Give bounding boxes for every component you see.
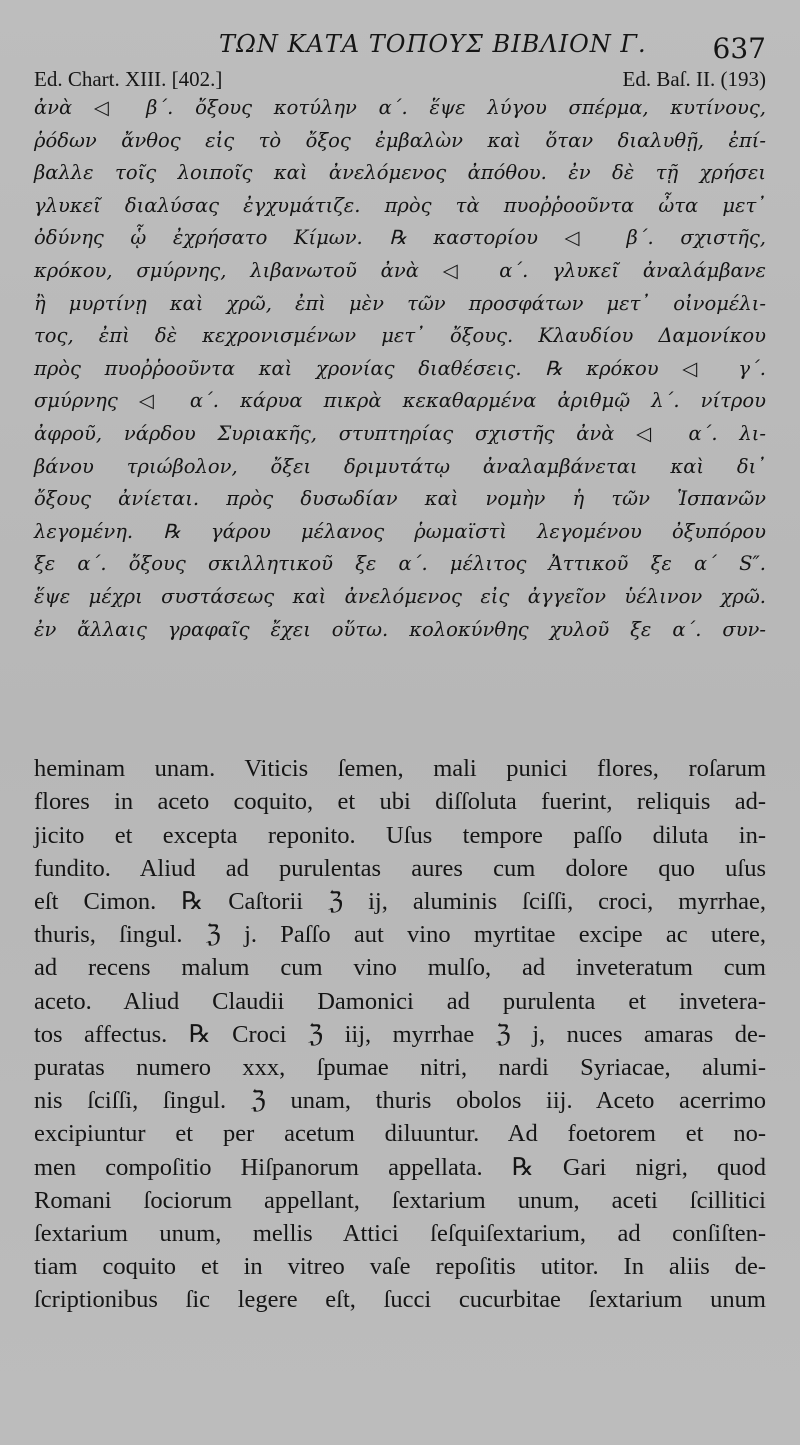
latin-line: men compoſitio Hiſpanorum appellata. ℞ Gari nigri, quod (34, 1153, 766, 1181)
latin-line: tiam coquito et in vitreo vaſe repoſitis utitor. In aliis de- (34, 1253, 766, 1281)
greek-line: ἐν ἄλλαις γραφαῖς ἔχει οὕτω. κολοκύνθης χυλοῦ ξε α΄. συν- (34, 617, 766, 641)
greek-line: ξε α΄. ὄξους σκιλλητικοῦ ξε α΄. μέλιτος Ἀττικοῦ ξε α΄ S″. (34, 552, 766, 576)
greek-line: πρὸς πυοῤῥοοῦντα καὶ χρονίας διαθέσεις. ℞ κρόκου ◁ γ΄. (34, 356, 766, 380)
greek-line: ὀδύνης ᾧ ἐχρήσατο Κίμων. ℞ καστορίου ◁ β΄. σχιστῆς, (34, 226, 766, 250)
latin-line: Romani ſociorum appellant, ſextarium unum, aceti ſcillitici (34, 1186, 766, 1214)
running-head (34, 24, 766, 64)
edition-right: Ed. Baſ. II. (193) (622, 67, 766, 91)
greek-line: ἕψε μέχρι συστάσεως καὶ ἀνελόμενος εἰς ἀγγεῖον ὑέλινον χρῶ. (34, 584, 766, 608)
latin-line: nis ſciſſi, ſingul. ℨ unam, thuris obolos iij. Aceto acerrimo (34, 1087, 766, 1115)
greek-line: σμύρνης ◁ α΄. κάρυα πικρὰ κεκαθαρμένα ἀριθμῷ λ΄. νίτρου (34, 389, 766, 413)
greek-line: κρόκου, σμύρνης, λιβανωτοῦ ἀνὰ ◁ α΄. γλυκεῖ ἀναλάμβανε (34, 258, 766, 282)
latin-line: fundito. Aliud ad purulentas aures cum dolore quo uſus (34, 854, 766, 882)
edition-left: Ed. Chart. XIII. [402.] (34, 67, 223, 91)
greek-line: ὄξους ἀνίεται. πρὸς δυσωδίαν καὶ νομὴν ἡ τῶν Ἱσπανῶν (34, 487, 766, 511)
latin-line: eſt Cimon. ℞ Caſtorii ℨ ij, aluminis ſciſſi, croci, myrrhae, (34, 887, 766, 915)
latin-line: jicito et excepta reponito. Uſus tempore paſſo diluta in- (34, 821, 766, 849)
greek-line: λεγομένη. ℞ γάρου μέλανος ῥωμαϊστὶ λεγομένου ὀξυπόρου (34, 519, 766, 543)
greek-text (34, 92, 766, 646)
greek-line: ἀφροῦ, νάρδου Συριακῆς, στυπτηρίας σχιστῆς ἀνὰ ◁ α΄. λι- (34, 421, 766, 445)
greek-line: ῥόδων ἄνθος εἰς τὸ ὄξος ἐμβαλὼν καὶ ὅταν διαλυθῇ, ἐπί- (34, 128, 766, 152)
latin-line: flores in aceto coquito, et ubi diſſoluta fuerint, reliquis ad- (34, 788, 766, 816)
greek-line: ἢ μυρτίνῃ καὶ χρῶ, ἐπὶ μὲν τῶν προσφάτων μετ᾽ οἰνομέλι- (34, 291, 766, 315)
latin-line: ſcriptionibus ſic legere eſt, ſucci cucurbitae ſextarium unum (34, 1286, 766, 1314)
latin-line: ad recens malum cum vino mulſo, ad inveteratum cum (34, 954, 766, 982)
edition-line (34, 66, 766, 92)
greek-line: βάνου τριώβολον, ὄξει δριμυτάτῳ ἀναλαμβάνεται καὶ δι᾽ (34, 454, 766, 478)
page-number: 637 (712, 32, 766, 65)
greek-line: ἀνὰ ◁ β΄. ὄξους κοτύλην α΄. ἕψε λύγου σπέρμα, κυτίνους, (34, 96, 766, 119)
greek-line: γλυκεῖ διαλύσας ἐγχυμάτιζε. πρὸς τὰ πυοῤῥοοῦντα ὦτα μετ᾽ (34, 193, 766, 217)
greek-line: τος, ἐπὶ δὲ κεχρονισμένων μετ᾽ ὄξους. Κλαυδίου Δαμονίκου (34, 324, 766, 348)
latin-line: excipiuntur et per acetum diluuntur. Ad foetorem et no- (34, 1120, 766, 1148)
latin-line: ſextarium unum, mellis Attici ſeſquiſextarium, ad conſiſten- (34, 1219, 766, 1247)
latin-line: heminam unam. Viticis ſemen, mali punici flores, roſarum (34, 755, 766, 783)
latin-line: tos affectus. ℞ Croci ℨ iij, myrrhae ℨ j, nuces amaras de- (34, 1020, 766, 1048)
latin-text (34, 752, 766, 1316)
running-title: ΤΩΝ ΚΑΤΑ ΤΟΠΟΥΣ ΒΙΒΛΙΟΝ Γ. (219, 30, 647, 58)
greek-line: βαλλε τοῖς λοιποῖς καὶ ἀνελόμενος ἀπόθου. ἐν δὲ τῇ χρήσει (34, 161, 766, 185)
column-gap (34, 646, 766, 752)
latin-line: puratas numero xxx, ſpumae nitri, nardi Syriacae, alumi- (34, 1053, 766, 1081)
latin-line: thuris, ſingul. ℨ j. Paſſo aut vino myrtitae excipe ac utere, (34, 921, 766, 949)
latin-line: aceto. Aliud Claudii Damonici ad purulenta et invetera- (34, 987, 766, 1015)
